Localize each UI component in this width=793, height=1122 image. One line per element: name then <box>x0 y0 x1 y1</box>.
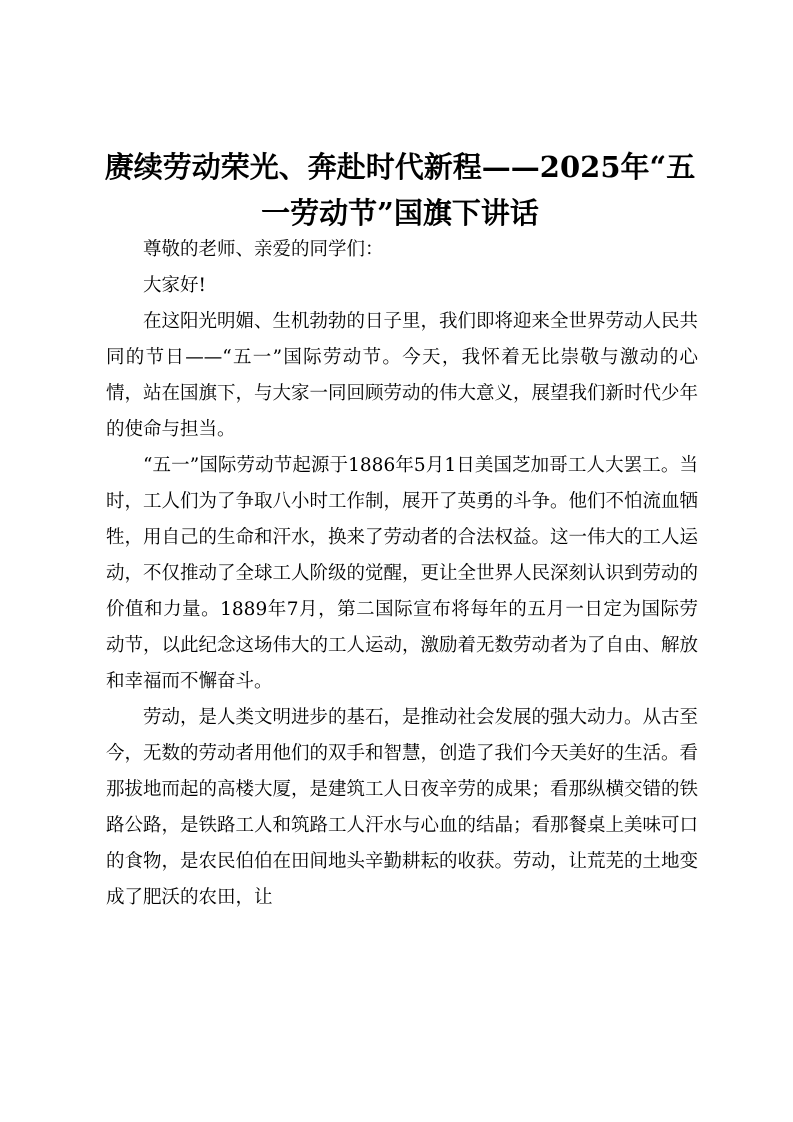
paragraph-history: “五一”国际劳动节起源于1886年5月1日美国芝加哥工人大罢工。当时，工人们为了争取八小时工作制，展开了英勇的斗争。他们不怕流血牺牲，用自己的生命和汗水，换来了劳动者的合法权益。这一伟大的工人运动，不仅推动了全球工人阶级的觉醒，更让全世界人民深刻认识到劳动的价值和力量。1889年7月，第二国际宣布将每年的五月一日定为国际劳动节，以此纪念这场伟大的工人运动，激励着无数劳动者为了自由、解放和幸福而不懈奋斗。 <box>106 455 699 692</box>
document-body <box>106 232 698 916</box>
salutation: 尊敬的老师、亲爱的同学们： <box>143 239 384 260</box>
document-title: 赓续劳动荣光、奔赴时代新程——2025年“五一劳动节”国旗下讲话 <box>104 150 696 230</box>
greeting: 大家好! <box>143 275 206 296</box>
paragraph-intro: 在这阳光明媚、生机勃勃的日子里，我们即将迎来全世界劳动人民共同的节日——“五一”国际劳动节。今天，我怀着无比崇敬与激动的心情，站在国旗下，与大家一同回顾劳动的伟大意义，展望我们新时代少年的使命与担当。 <box>106 311 699 440</box>
paragraph-labor-value: 劳动，是人类文明进步的基石，是推动社会发展的强大动力。从古至今，无数的劳动者用他们的双手和智慧，创造了我们今天美好的生活。看那拔地而起的高楼大厦，是建筑工人日夜辛劳的成果；看那纵横交错的铁路公路，是铁路工人和筑路工人汗水与心血的结晶；看那餐桌上美味可口的食物，是农民伯伯在田间地头辛勤耕耘的收获。劳动，让荒芜的土地变成了肥沃的农田，让 <box>106 707 699 908</box>
